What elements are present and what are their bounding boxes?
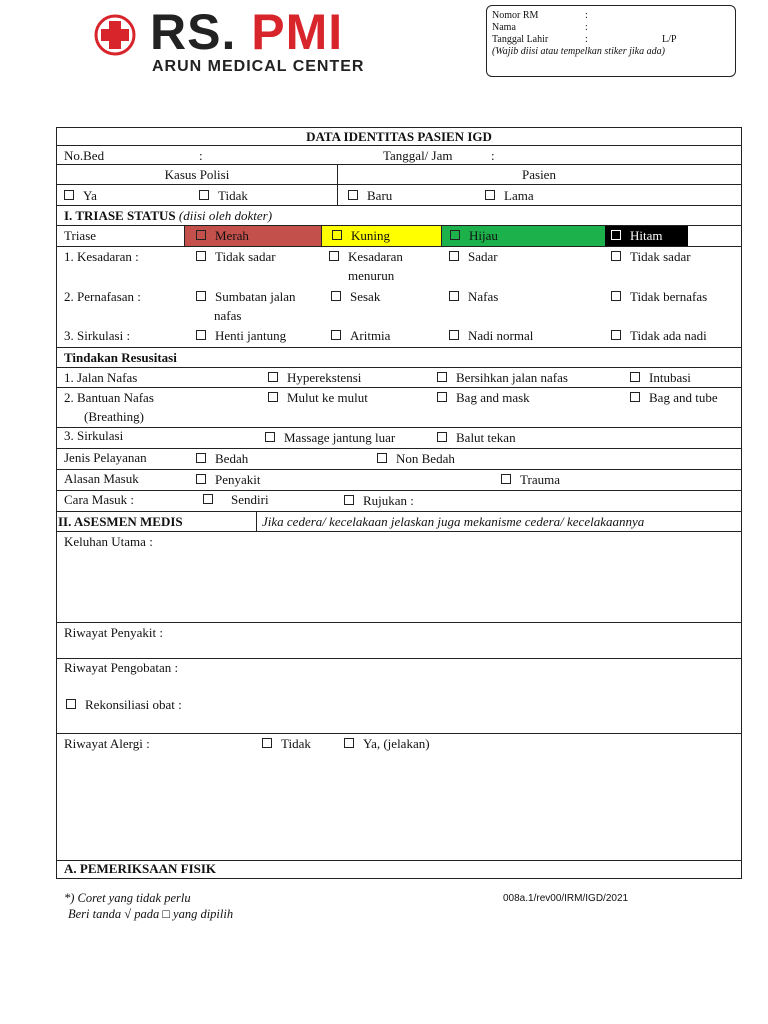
sirkulasi-massage[interactable]: Massage jantung luar: [265, 430, 395, 445]
checkbox-icon: [377, 453, 387, 463]
checkbox-icon: [64, 190, 74, 200]
riwayat-penyakit-row: [57, 623, 741, 659]
kesadaran-tidak-sadar[interactable]: Tidak sadar: [196, 249, 276, 264]
checkbox-icon: [450, 230, 460, 240]
lp-label: L/P: [662, 34, 677, 45]
no-bed-label: No.Bed: [64, 148, 105, 163]
checkbox-icon: [449, 251, 459, 261]
triase-kuning[interactable]: Kuning: [321, 226, 441, 246]
footer-note-2: Beri tanda √ pada □ yang dipilih: [68, 907, 234, 921]
checkbox-icon: [611, 291, 621, 301]
jalan-nafas-bersihkan[interactable]: Bersihkan jalan nafas: [437, 370, 568, 385]
kesadaran-menurun[interactable]: Kesadaran: [329, 249, 403, 264]
keluhan-utama-label: Keluhan Utama :: [64, 534, 153, 549]
red-cross-icon: [92, 12, 138, 58]
option-baru[interactable]: Baru: [348, 188, 392, 203]
pasien-label: Pasien: [522, 167, 556, 182]
checkbox-icon: [203, 494, 213, 504]
nama-label: Nama: [492, 22, 516, 33]
form-title: DATA IDENTITAS PASIEN IGD: [306, 129, 492, 144]
asesmen-heading-row: [57, 512, 741, 532]
pernafasan-tidak-bernafas[interactable]: Tidak bernafas: [611, 289, 707, 304]
cara-masuk-label: Cara Masuk :: [64, 492, 135, 507]
checkbox-icon: [611, 330, 621, 340]
checkbox-icon: [329, 251, 339, 261]
sticker-note: (Wajib diisi atau tempelkan stiker jika ada): [492, 46, 665, 57]
checkbox-icon: [611, 251, 621, 261]
alasan-masuk-label: Alasan Masuk: [64, 471, 139, 486]
pernafasan-sesak[interactable]: Sesak: [331, 289, 380, 304]
checkbox-icon: [437, 372, 447, 382]
triase-criteria-block: 1. Kesadaran : Tidak sadar Kesadaran menurun Sadar Tidak sadar 2. Pernafasan : Sumbatan jalan nafas Sesak Nafas Tidak bernafas 3. Sirkulasi : Henti jantung Aritmia Nadi normal Tidak ada nadi: [57, 247, 741, 348]
asesmen-heading: II. ASESMEN MEDIS: [58, 514, 183, 529]
checkbox-icon: [196, 330, 206, 340]
tanggal-jam-label: Tanggal/ Jam: [383, 148, 453, 163]
alasan-masuk-row: [57, 470, 741, 491]
kasus-pasien-options-row: [57, 185, 741, 206]
checkbox-icon: [611, 230, 621, 240]
alasan-trauma[interactable]: Trauma: [501, 472, 560, 487]
checkbox-icon: [196, 291, 206, 301]
riwayat-penyakit-label: Riwayat Penyakit :: [64, 625, 163, 640]
triase-hitam[interactable]: Hitam: [605, 226, 688, 246]
pelayanan-non-bedah[interactable]: Non Bedah: [377, 451, 455, 466]
bantuan-mulut-ke-mulut[interactable]: Mulut ke mulut: [268, 390, 368, 405]
checkbox-icon: [331, 330, 341, 340]
jalan-nafas-label: 1. Jalan Nafas: [64, 370, 138, 385]
triase-heading: I. TRIASE STATUS (diisi oleh dokter): [64, 208, 273, 223]
sirkulasi-henti-jantung[interactable]: Henti jantung: [196, 328, 286, 343]
asesmen-note: Jika cedera/ kecelakaan jelaskan juga mekanisme cedera/ kecelakaannya: [262, 514, 645, 529]
option-lama[interactable]: Lama: [485, 188, 534, 203]
checkbox-icon: [437, 432, 447, 442]
triase-hijau[interactable]: Hijau: [441, 226, 605, 246]
sirkulasi-tidak-ada-nadi[interactable]: Tidak ada nadi: [611, 328, 707, 343]
jenis-pelayanan-label: Jenis Pelayanan: [64, 450, 147, 465]
alasan-penyakit[interactable]: Penyakit: [196, 472, 261, 487]
jenis-pelayanan-row: [57, 449, 741, 470]
tindakan-heading: Tindakan Resusitasi: [64, 350, 177, 365]
checkbox-icon: [344, 738, 354, 748]
option-ya[interactable]: Ya: [64, 188, 97, 203]
jalan-nafas-hyperekstensi[interactable]: Hyperekstensi: [268, 370, 361, 385]
footer-note-1: *) Coret yang tidak perlu: [64, 891, 191, 905]
no-bed-row: No.Bed : Tanggal/ Jam :: [57, 146, 741, 165]
no-rm-label: Nomor RM: [492, 10, 539, 21]
checkbox-icon: [265, 432, 275, 442]
checkbox-icon: [331, 291, 341, 301]
checkbox-icon: [268, 372, 278, 382]
option-tidak[interactable]: Tidak: [199, 188, 248, 203]
checkbox-icon: [196, 251, 206, 261]
sirkulasi-nadi-normal[interactable]: Nadi normal: [449, 328, 533, 343]
checkbox-icon: [501, 474, 511, 484]
triase-merah[interactable]: Merah: [184, 226, 321, 246]
document-code: 008a.1/rev00/IRM/IGD/2021: [503, 893, 629, 904]
sirkulasi-tindakan-row: [57, 428, 741, 449]
checkbox-icon: [449, 291, 459, 301]
checkbox-icon: [66, 699, 76, 709]
checkbox-icon: [437, 392, 447, 402]
pelayanan-bedah[interactable]: Bedah: [196, 451, 248, 466]
brand-subtitle: ARUN MEDICAL CENTER: [152, 58, 365, 75]
riwayat-alergi-label: Riwayat Alergi :: [64, 736, 150, 751]
riwayat-pengobatan-label: Riwayat Pengobatan :: [64, 660, 179, 675]
checkbox-icon: [332, 230, 342, 240]
kasus-polisi-label: Kasus Polisi: [164, 167, 230, 182]
riwayat-pengobatan-row: [57, 659, 741, 734]
igd-form: [56, 127, 742, 879]
triase-row: [57, 226, 741, 247]
hospital-logo: [90, 4, 400, 80]
triase-label: Triase: [64, 228, 97, 243]
brand-name: RS. PMI: [150, 4, 344, 60]
pemeriksaan-fisik-row: [57, 861, 741, 880]
keluhan-utama-row: [57, 532, 741, 623]
rekonsiliasi-obat-option[interactable]: Rekonsiliasi obat :: [66, 697, 182, 712]
checkbox-icon: [344, 495, 354, 505]
checkbox-icon: [449, 330, 459, 340]
bantuan-nafas-label: 2. Bantuan Nafas: [64, 390, 154, 405]
checkbox-icon: [262, 738, 272, 748]
checkbox-icon: [268, 392, 278, 402]
pernafasan-sumbatan[interactable]: Sumbatan jalan: [196, 289, 296, 304]
bantuan-bag-and-mask[interactable]: Bag and mask: [437, 390, 530, 405]
alergi-ya[interactable]: Ya, (jelakan): [344, 736, 430, 751]
checkbox-icon: [196, 474, 206, 484]
checkbox-icon: [630, 392, 640, 402]
checkbox-icon: [630, 372, 640, 382]
kesadaran-tidak-sadar-2[interactable]: Tidak sadar: [611, 249, 691, 264]
sirkulasi-label: 3. Sirkulasi :: [64, 328, 131, 343]
jalan-nafas-row: [57, 368, 741, 388]
footer-note: [64, 890, 233, 922]
patient-id-box: Nomor RM : Nama : Tanggal Lahir : L/P (Wajib diisi atau tempelkan stiker jika ada): [486, 5, 736, 77]
kesadaran-label: 1. Kesadaran :: [64, 249, 139, 264]
checkbox-icon: [196, 230, 206, 240]
checkbox-icon: [485, 190, 495, 200]
form-title-row: [57, 128, 741, 146]
kasus-pasien-header-row: [57, 165, 741, 185]
pernafasan-label: 2. Pernafasan :: [64, 289, 141, 304]
cara-masuk-row: [57, 491, 741, 512]
cara-sendiri[interactable]: Sendiri: [203, 492, 269, 507]
bantuan-bag-and-tube[interactable]: Bag and tube: [630, 390, 718, 405]
pernafasan-nafas[interactable]: Nafas: [449, 289, 498, 304]
kesadaran-sadar[interactable]: Sadar: [449, 249, 498, 264]
riwayat-alergi-row: [57, 734, 741, 861]
sirkulasi-balut-tekan[interactable]: Balut tekan: [437, 430, 516, 445]
sirkulasi-tindakan-label: 3. Sirkulasi: [64, 428, 124, 443]
checkbox-icon: [348, 190, 358, 200]
cara-rujukan[interactable]: Rujukan :: [344, 493, 414, 508]
tindakan-heading-row: [57, 348, 741, 368]
pemeriksaan-fisik-heading: A. PEMERIKSAAN FISIK: [64, 861, 217, 876]
bantuan-nafas-row: 2. Bantuan Nafas (Breathing) Mulut ke mulut Bag and mask Bag and tube: [57, 388, 741, 428]
tgl-lahir-label: Tanggal Lahir: [492, 34, 549, 45]
jalan-nafas-intubasi[interactable]: Intubasi: [630, 370, 691, 385]
triase-heading-row: [57, 206, 741, 226]
sirkulasi-aritmia[interactable]: Aritmia: [331, 328, 390, 343]
alergi-tidak[interactable]: Tidak: [262, 736, 311, 751]
checkbox-icon: [196, 453, 206, 463]
checkbox-icon: [199, 190, 209, 200]
